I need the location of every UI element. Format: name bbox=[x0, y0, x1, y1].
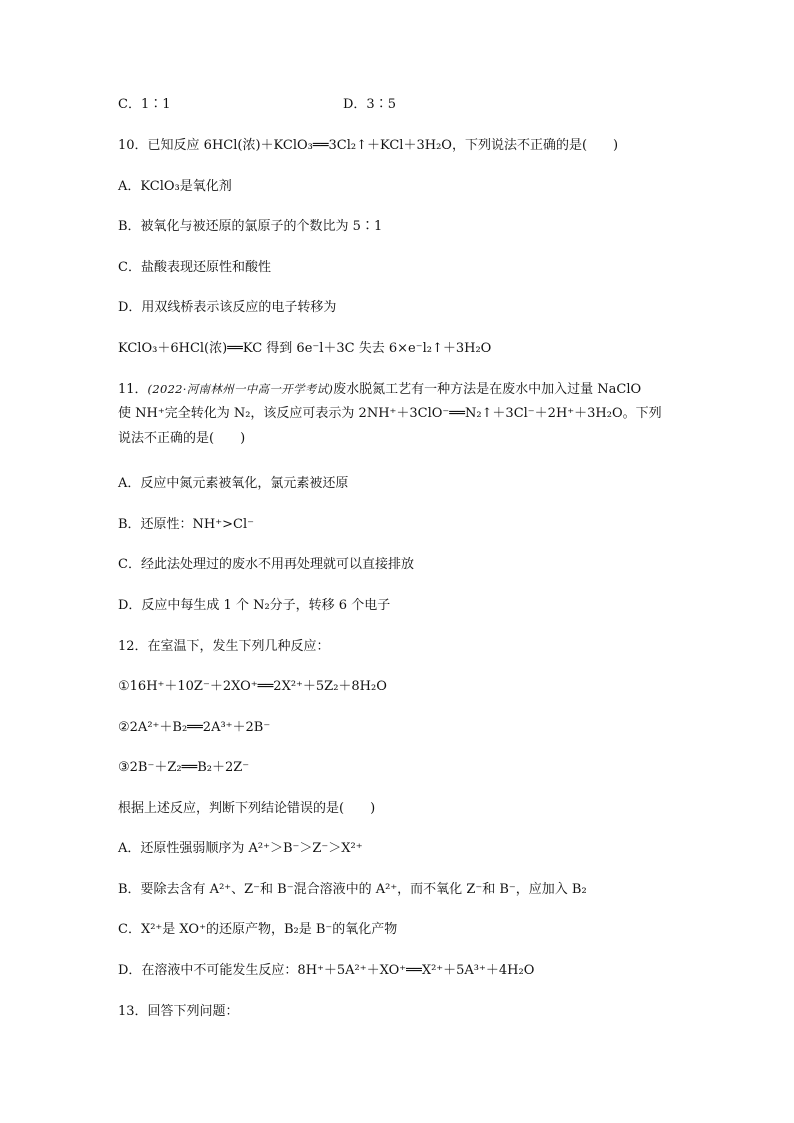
q11-option-c: C．经此法处理过的废水不用再处理就可以直接排放 bbox=[118, 557, 414, 572]
q11-stem-text: 废水脱氮工艺有一种方法是在废水中加入过量 NaClO bbox=[333, 382, 642, 397]
q11-source: (2022·河南林州一中高一开学考试) bbox=[147, 382, 334, 396]
q11-option-b: B．还原性：NH⁺>Cl⁻ bbox=[118, 517, 254, 532]
q10-stem: 10．已知反应 6HCl(浓)＋KClO₃══3Cl₂↑＋KCl＋3H₂O，下列说法不正确的是( ) bbox=[118, 138, 619, 153]
q12-stem: 12．在室温下，发生下列几种反应： bbox=[118, 639, 330, 654]
q11-stem-line3: 说法不正确的是( ) bbox=[118, 431, 246, 446]
q9-option-c: C．1∶1 bbox=[118, 97, 171, 112]
q12-option-c: C．X²⁺是 XO⁺的还原产物，B₂是 B⁻的氧化产物 bbox=[118, 922, 398, 937]
q12-option-b: B．要除去含有 A²⁺、Z⁻和 B⁻混合溶液中的 A²⁺，而不氧化 Z⁻和 B⁻，应加入 B₂ bbox=[118, 882, 587, 897]
q12-option-d: D．在溶液中不可能发生反应：8H⁺＋5A²⁺＋XO⁺══X²⁺＋5A³⁺＋4H₂O bbox=[118, 963, 535, 978]
q10-option-c: C．盐酸表现还原性和酸性 bbox=[118, 260, 271, 275]
q13-stem: 13．回答下列问题： bbox=[118, 1004, 239, 1019]
q12-reaction-1: ①16H⁺＋10Z⁻＋2XO⁺══2X²⁺＋5Z₂＋8H₂O bbox=[118, 679, 387, 694]
q11-stem-line1 bbox=[118, 380, 641, 399]
q10-option-d-formula: KClO₃＋6HCl(浓)══KC 得到 6e⁻l＋3C 失去 6×e⁻l₂↑＋3H₂O bbox=[118, 341, 492, 356]
q12-reaction-3: ③2B⁻＋Z₂══B₂＋2Z⁻ bbox=[118, 760, 250, 775]
q11-number: 11． bbox=[118, 382, 148, 397]
q9-option-d: D．3∶5 bbox=[343, 97, 396, 112]
q10-option-d: D．用双线桥表示该反应的电子转移为 bbox=[118, 300, 337, 315]
q12-option-a: A．还原性强弱顺序为 A²⁺＞B⁻＞Z⁻＞X²⁺ bbox=[118, 841, 363, 856]
q11-stem-line2: 使 NH⁺完全转化为 N₂，该反应可表示为 2NH⁺＋3ClO⁻══N₂↑＋3Cl⁻＋2H⁺＋3H₂O。下列 bbox=[118, 406, 662, 421]
q11-option-a: A．反应中氮元素被氧化，氯元素被还原 bbox=[118, 476, 349, 491]
q12-question: 根据上述反应，判断下列结论错误的是( ) bbox=[118, 801, 376, 816]
q10-option-a: A．KClO₃是氧化剂 bbox=[118, 179, 232, 194]
q10-option-b: B．被氧化与被还原的氯原子的个数比为 5∶1 bbox=[118, 219, 383, 234]
q11-option-d: D．反应中每生成 1 个 N₂分子，转移 6 个电子 bbox=[118, 598, 391, 613]
q12-reaction-2: ②2A²⁺＋B₂══2A³⁺＋2B⁻ bbox=[118, 720, 271, 735]
